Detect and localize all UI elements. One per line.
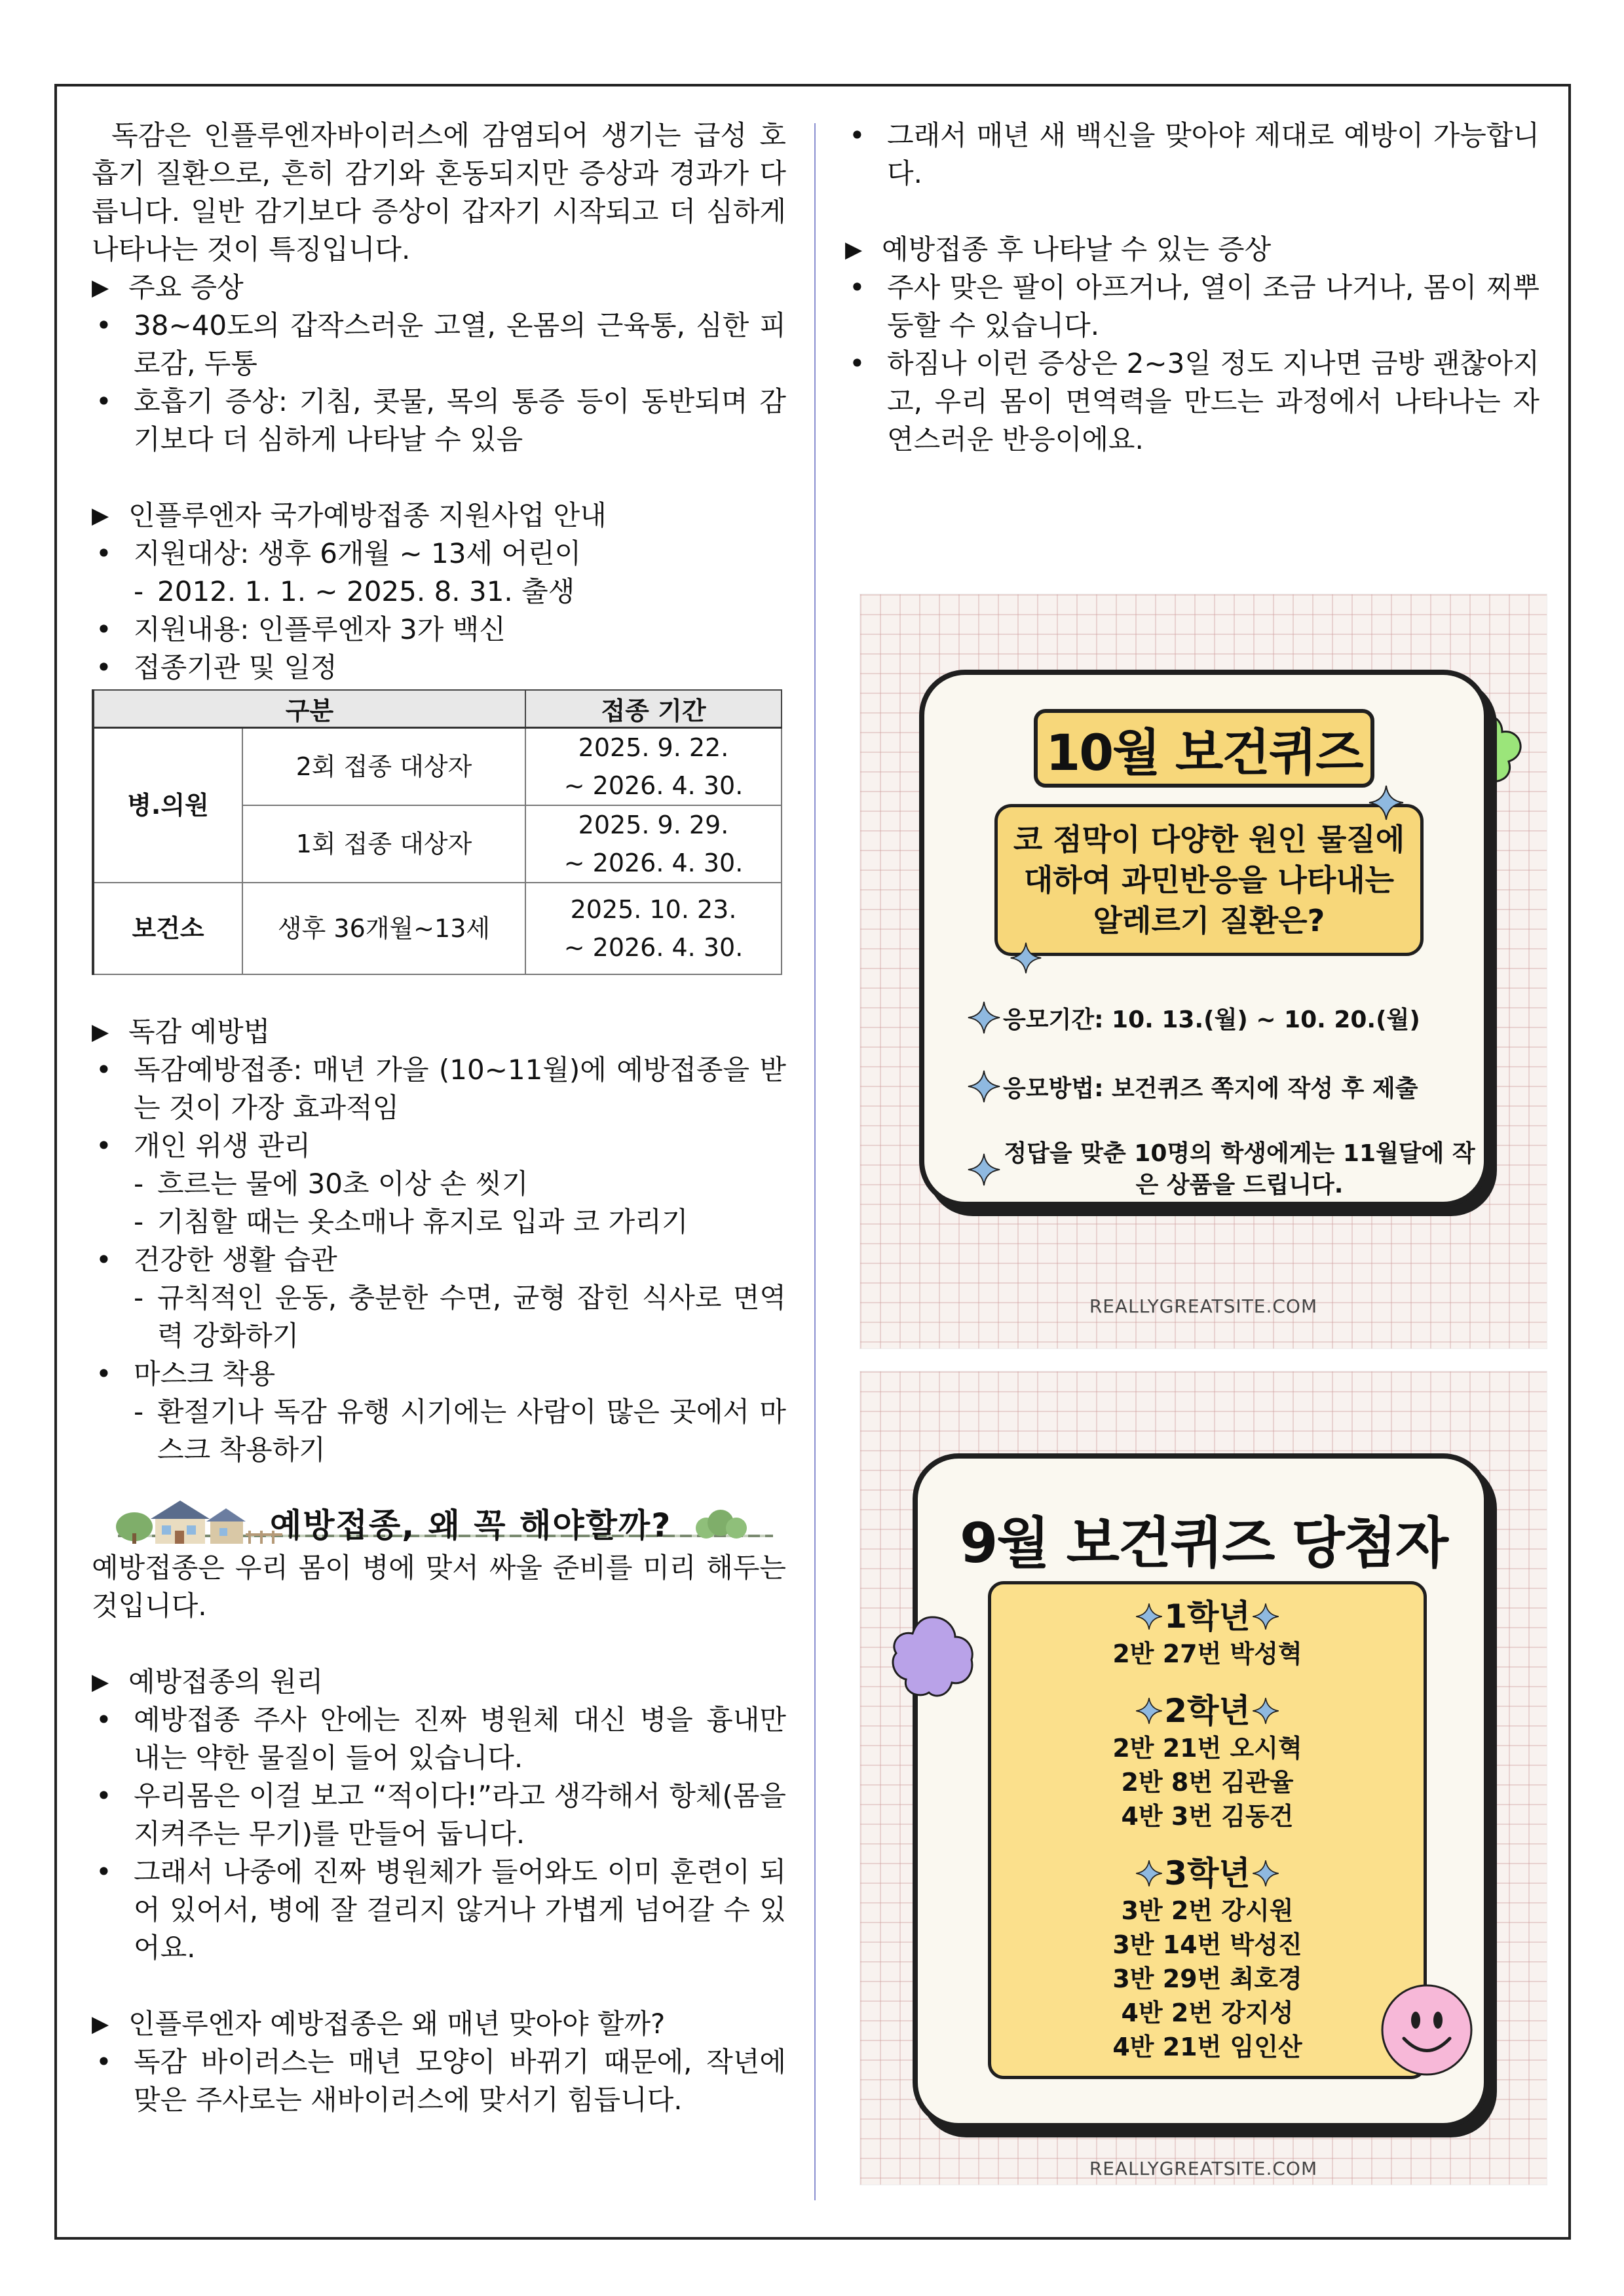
table-header: 구분 bbox=[93, 690, 525, 728]
right-column bbox=[845, 117, 1539, 459]
triangle-icon: ▶ bbox=[845, 237, 863, 263]
table-cell: 보건소 bbox=[93, 883, 242, 974]
list-item: • 건강한 생활 습관 bbox=[96, 1244, 337, 1276]
winner-entry: 2반 21번 오시혁 bbox=[1112, 1734, 1302, 1763]
principle-heading: ▶ 예방접종의 원리 bbox=[92, 1663, 786, 1701]
list-item: • 접종기관 및 일정 bbox=[96, 651, 337, 683]
list-item: • 독감 바이러스는 매년 모양이 바뀌기 때문에, 작년에 맞은 주사로는 새바이러스에 맞서기 힘듭니다. bbox=[96, 2046, 786, 2116]
table-cell: 2025. 9. 29. ~ 2026. 4. 30. bbox=[525, 805, 782, 883]
symptoms-heading: ▶ 주요 증상 bbox=[92, 269, 786, 307]
october-quiz-poster bbox=[859, 594, 1547, 1349]
winner-entry: 4반 2번 강지성 bbox=[1121, 1999, 1294, 2027]
winner-entry: 4반 21번 임인산 bbox=[1112, 2033, 1302, 2061]
quiz-prize: 정답을 맞춘 10명의 학생에게는 11월달에 작은 상품을 드립니다. bbox=[965, 1138, 1476, 1201]
winner-entry: 2반 8번 김관율 bbox=[1121, 1768, 1294, 1797]
left-column bbox=[92, 117, 786, 2119]
table-cell: 병.의원 bbox=[93, 728, 242, 883]
table-cell: 2025. 9. 22. ~ 2026. 4. 30. bbox=[525, 728, 782, 806]
list-item: • 지원대상: 생후 6개월 ~ 13세 어린이 bbox=[96, 537, 582, 569]
list-item: • 마스크 착용 bbox=[96, 1358, 276, 1390]
sub-item: - 흐르는 물에 30초 이상 손 씻기 bbox=[134, 1168, 529, 1200]
winners-list bbox=[988, 1581, 1427, 2079]
winner-entry: 3반 14번 박성진 bbox=[1112, 1930, 1302, 1959]
bush-illustration bbox=[694, 1508, 753, 1541]
sparkle-icon bbox=[965, 1153, 1003, 1187]
table-cell: 생후 36개월~13세 bbox=[242, 883, 525, 974]
grade-heading: 3학년 bbox=[991, 1853, 1424, 1894]
purple-blob-decoration bbox=[883, 1607, 981, 1706]
september-winners-poster bbox=[859, 1371, 1547, 2185]
sparkle-icon bbox=[965, 1069, 1003, 1103]
list-item: • 하짐나 이런 증상은 2~3일 정도 지나면 금방 괜찮아지고, 우리 몸이 면역력을 만드는 과정에서 나타나는 자연스러운 반응이에요. bbox=[849, 347, 1539, 455]
list-item: • 주사 맞은 팔이 아프거나, 열이 조금 나거나, 몸이 찌뿌둥할 수 있습니다. bbox=[849, 271, 1539, 341]
triangle-icon: ▶ bbox=[92, 1669, 109, 1695]
sparkle-icon bbox=[1251, 1601, 1281, 1632]
list-item: • 38~40도의 갑작스러운 고열, 온몸의 근육통, 심한 피로감, 두통 bbox=[96, 309, 786, 379]
winner-entry: 3반 2번 강시원 bbox=[1121, 1896, 1294, 1925]
table-cell: 2회 접종 대상자 bbox=[242, 728, 525, 806]
list-item: • 호흡기 증상: 기침, 콧물, 목의 통증 등이 동반되며 감기보다 더 심하게 나타날 수 있음 bbox=[96, 385, 786, 455]
list-item: • 독감예방접종: 매년 가을 (10~11월)에 예방접종을 받는 것이 가장 효과적임 bbox=[96, 1054, 786, 1124]
sparkle-icon bbox=[1368, 784, 1405, 821]
sparkle-icon bbox=[1010, 942, 1042, 974]
sparkle-icon bbox=[1134, 1696, 1164, 1726]
quiz-method: 응모방법: 보건퀴즈 쪽지에 작성 후 제출 bbox=[965, 1069, 1418, 1103]
house-illustration bbox=[115, 1494, 285, 1546]
winner-entry: 2반 27번 박성혁 bbox=[1112, 1639, 1302, 1668]
site-url: REALLYGREATSITE.COM bbox=[1089, 2158, 1318, 2179]
list-item: • 지원내용: 인플루엔자 3가 백신 bbox=[96, 613, 506, 645]
column-divider bbox=[814, 123, 816, 2200]
winners-title: 9월 보건퀴즈 당첨자 bbox=[959, 1511, 1448, 1575]
table-cell: 1회 접종 대상자 bbox=[242, 805, 525, 883]
table-row bbox=[93, 728, 782, 806]
intro-paragraph: 독감은 인플루엔자바이러스에 감염되어 생기는 급성 호흡기 질환으로, 흔히 감기와 혼동되지만 증상과 경과가 다릅니다. 일반 감기보다 증상이 갑자기 시작되고 더 심하게 나타나는 것이 특징입니다. bbox=[92, 119, 786, 265]
why-intro: 예방접종은 우리 몸이 병에 맞서 싸울 준비를 미리 해두는 것입니다. bbox=[92, 1552, 786, 1622]
site-url: REALLYGREATSITE.COM bbox=[1089, 1295, 1318, 1317]
list-item: • 그래서 나중에 진짜 병원체가 들어와도 이미 훈련이 되어 있어서, 병에 잘 걸리지 않거나 가볍게 넘어갈 수 있어요. bbox=[96, 1856, 786, 1964]
quiz-period: 응모기간: 10. 13.(월) ~ 10. 20.(월) bbox=[965, 1001, 1420, 1035]
schedule-table bbox=[92, 689, 782, 975]
sub-item: - 기침할 때는 옷소매나 휴지로 입과 코 가리기 bbox=[134, 1206, 689, 1238]
quiz-question: 코 점막이 다양한 원인 물질에 대하여 과민반응을 나타내는 알레르기 질환은? bbox=[994, 804, 1424, 956]
sparkle-icon bbox=[1134, 1858, 1164, 1888]
table-row bbox=[93, 883, 782, 974]
list-item: • 그래서 매년 새 백신을 맞아야 제대로 예방이 가능합니다. bbox=[849, 119, 1539, 189]
table-cell: 2025. 10. 23. ~ 2026. 4. 30. bbox=[525, 883, 782, 974]
grade-heading: 2학년 bbox=[991, 1691, 1424, 1731]
triangle-icon: ▶ bbox=[92, 275, 109, 301]
triangle-icon: ▶ bbox=[92, 1019, 109, 1045]
sub-item: - 환절기나 독감 유행 시기에는 사람이 많은 곳에서 마스크 착용하기 bbox=[134, 1396, 786, 1466]
sparkle-icon bbox=[1134, 1601, 1164, 1632]
winner-entry: 3반 29번 최호경 bbox=[1112, 1964, 1302, 1993]
section-title: 예방접종, 왜 꼭 해야할까? bbox=[270, 1506, 672, 1544]
sub-item: - 규칙적인 운동, 충분한 수면, 균형 잡힌 식사로 면역력 강화하기 bbox=[134, 1282, 786, 1352]
why-banner bbox=[92, 1494, 786, 1549]
list-item: • 예방접종 주사 안에는 진짜 병원체 대신 병을 흉내만 내는 약한 물질이 들어 있습니다. bbox=[96, 1704, 786, 1774]
list-item: • 개인 위생 관리 bbox=[96, 1130, 311, 1162]
triangle-icon: ▶ bbox=[92, 503, 109, 529]
sparkle-icon bbox=[965, 1001, 1003, 1035]
sparkle-icon bbox=[1251, 1858, 1281, 1888]
quiz-title: 10월 보건퀴즈 bbox=[1034, 709, 1374, 788]
table-header: 접종 기간 bbox=[525, 690, 782, 728]
sub-item: - 2012. 1. 1. ~ 2025. 8. 31. 출생 bbox=[134, 575, 575, 607]
program-heading: ▶ 인플루엔자 국가예방접종 지원사업 안내 bbox=[92, 497, 786, 535]
sparkle-icon bbox=[1251, 1696, 1281, 1726]
after-heading: ▶ 예방접종 후 나타날 수 있는 증상 bbox=[845, 231, 1539, 269]
winner-entry: 4반 3번 김동건 bbox=[1121, 1802, 1294, 1831]
smiley-icon bbox=[1378, 1981, 1476, 2079]
triangle-icon: ▶ bbox=[92, 2011, 109, 2037]
prevention-heading: ▶ 독감 예방법 bbox=[92, 1013, 786, 1051]
list-item: • 우리몸은 이걸 보고 “적이다!”라고 생각해서 항체(몸을 지켜주는 무기)를 만들어 둡니다. bbox=[96, 1780, 786, 1850]
grade-heading: 1학년 bbox=[991, 1596, 1424, 1637]
yearly-heading: ▶ 인플루엔자 예방접종은 왜 매년 맞아야 할까? bbox=[92, 2005, 786, 2043]
